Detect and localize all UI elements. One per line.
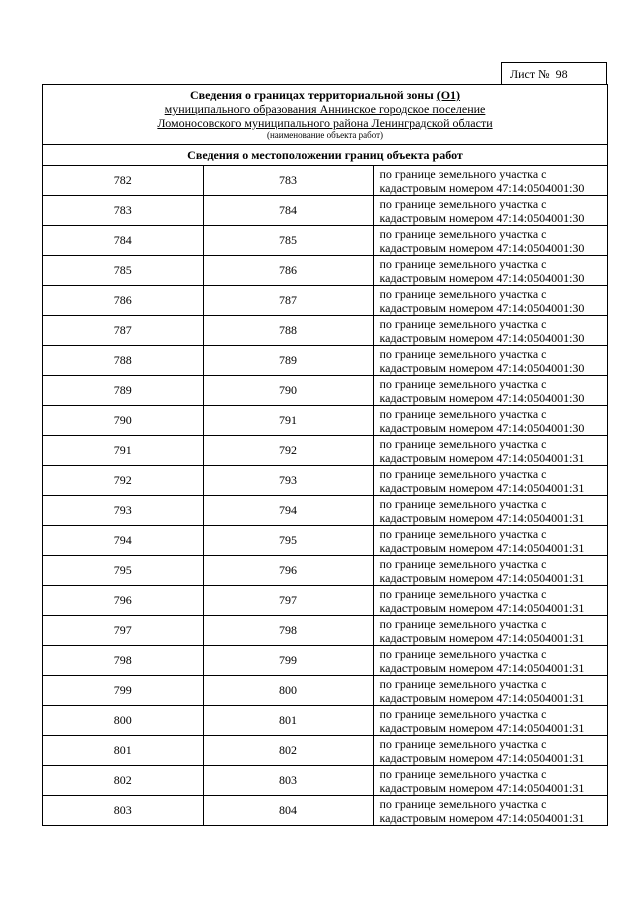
point-from: 793 — [43, 496, 203, 526]
description-line-1: по границе земельного участка с — [379, 466, 547, 481]
point-from: 800 — [43, 706, 203, 736]
point-from: 791 — [43, 436, 203, 466]
description-line-2: кадастровым номером 47:14:0504001:31 — [379, 690, 585, 705]
table-row — [43, 556, 607, 586]
table-row — [43, 676, 607, 706]
point-to: 798 — [203, 616, 373, 646]
boundary-description — [373, 316, 607, 346]
boundary-description — [373, 526, 607, 556]
point-to: 800 — [203, 676, 373, 706]
table-row — [43, 706, 607, 736]
point-from: 798 — [43, 646, 203, 676]
boundary-description — [373, 226, 607, 256]
table-row — [43, 166, 607, 196]
description-line-2: кадастровым номером 47:14:0504001:31 — [379, 450, 585, 465]
point-from: 799 — [43, 676, 203, 706]
description-line-1: по границе земельного участка с — [379, 196, 547, 211]
point-from: 795 — [43, 556, 203, 586]
point-from: 797 — [43, 616, 203, 646]
point-to: 793 — [203, 466, 373, 496]
table-row — [43, 376, 607, 406]
description-line-2: кадастровым номером 47:14:0504001:31 — [379, 480, 585, 495]
description-line-2: кадастровым номером 47:14:0504001:31 — [379, 810, 585, 825]
description-line-2: кадастровым номером 47:14:0504001:30 — [379, 240, 585, 255]
boundary-description — [373, 556, 607, 586]
boundary-description — [373, 616, 607, 646]
point-to: 791 — [203, 406, 373, 436]
description-line-1: по границе земельного участка с — [379, 646, 547, 661]
point-to: 790 — [203, 376, 373, 406]
boundary-description — [373, 796, 607, 826]
description-line-1: по границе земельного участка с — [379, 436, 547, 451]
boundary-description — [373, 676, 607, 706]
header-line-2: Ломоносовского муниципального района Ленинградской области — [157, 116, 493, 130]
document-frame — [42, 84, 608, 826]
document-header — [43, 85, 607, 145]
table-row — [43, 406, 607, 436]
description-line-1: по границе земельного участка с — [379, 346, 547, 361]
table-row — [43, 796, 607, 826]
description-line-1: по границе земельного участка с — [379, 376, 547, 391]
boundary-description — [373, 646, 607, 676]
description-line-1: по границе земельного участка с — [379, 586, 547, 601]
point-to: 786 — [203, 256, 373, 286]
description-line-2: кадастровым номером 47:14:0504001:31 — [379, 750, 585, 765]
point-from: 790 — [43, 406, 203, 436]
point-from: 801 — [43, 736, 203, 766]
table-row — [43, 286, 607, 316]
description-line-2: кадастровым номером 47:14:0504001:30 — [379, 390, 585, 405]
description-line-2: кадастровым номером 47:14:0504001:30 — [379, 420, 585, 435]
point-to: 787 — [203, 286, 373, 316]
table-row — [43, 586, 607, 616]
description-line-2: кадастровым номером 47:14:0504001:30 — [379, 210, 585, 225]
table-row — [43, 346, 607, 376]
description-line-2: кадастровым номером 47:14:0504001:30 — [379, 270, 585, 285]
point-from: 789 — [43, 376, 203, 406]
boundary-description — [373, 406, 607, 436]
point-to: 783 — [203, 166, 373, 196]
point-to: 796 — [203, 556, 373, 586]
boundary-description — [373, 496, 607, 526]
point-to: 788 — [203, 316, 373, 346]
table-row — [43, 256, 607, 286]
point-from: 784 — [43, 226, 203, 256]
description-line-2: кадастровым номером 47:14:0504001:30 — [379, 300, 585, 315]
point-to: 797 — [203, 586, 373, 616]
table-row — [43, 496, 607, 526]
point-to: 804 — [203, 796, 373, 826]
description-line-1: по границе земельного участка с — [379, 256, 547, 271]
description-line-2: кадастровым номером 47:14:0504001:30 — [379, 180, 585, 195]
boundary-description — [373, 166, 607, 196]
point-to: 801 — [203, 706, 373, 736]
table-row — [43, 646, 607, 676]
description-line-1: по границе земельного участка с — [379, 406, 547, 421]
point-to: 784 — [203, 196, 373, 226]
point-from: 782 — [43, 166, 203, 196]
point-from: 794 — [43, 526, 203, 556]
table-row — [43, 736, 607, 766]
description-line-2: кадастровым номером 47:14:0504001:30 — [379, 330, 585, 345]
boundary-description — [373, 256, 607, 286]
description-line-1: по границе земельного участка с — [379, 796, 547, 811]
description-line-1: по границе земельного участка с — [379, 706, 547, 721]
table-row — [43, 196, 607, 226]
point-to: 803 — [203, 766, 373, 796]
description-line-2: кадастровым номером 47:14:0504001:31 — [379, 720, 585, 735]
description-line-1: по границе земельного участка с — [379, 226, 547, 241]
point-from: 786 — [43, 286, 203, 316]
table-row — [43, 526, 607, 556]
point-from: 783 — [43, 196, 203, 226]
boundary-table — [43, 166, 607, 825]
table-row — [43, 766, 607, 796]
sheet-number-box — [501, 62, 607, 84]
point-to: 794 — [203, 496, 373, 526]
point-from: 803 — [43, 796, 203, 826]
sheet-label: Лист № — [510, 67, 550, 81]
point-to: 802 — [203, 736, 373, 766]
description-line-2: кадастровым номером 47:14:0504001:31 — [379, 540, 585, 555]
point-to: 792 — [203, 436, 373, 466]
boundary-description — [373, 766, 607, 796]
description-line-1: по границе земельного участка с — [379, 556, 547, 571]
table-row — [43, 226, 607, 256]
point-from: 785 — [43, 256, 203, 286]
description-line-1: по границе земельного участка с — [379, 286, 547, 301]
point-to: 789 — [203, 346, 373, 376]
point-from: 788 — [43, 346, 203, 376]
title-zone: (О1) — [436, 88, 461, 102]
description-line-2: кадастровым номером 47:14:0504001:31 — [379, 630, 585, 645]
description-line-1: по границе земельного участка с — [379, 316, 547, 331]
title-prefix: Сведения о границах территориальной зоны — [189, 88, 434, 102]
description-line-1: по границе земельного участка с — [379, 736, 547, 751]
description-line-1: по границе земельного участка с — [379, 616, 547, 631]
point-to: 795 — [203, 526, 373, 556]
boundary-description — [373, 736, 607, 766]
description-line-1: по границе земельного участка с — [379, 166, 547, 181]
header-line-1: муниципального образования Аннинское городское поселение — [164, 102, 486, 116]
point-to: 785 — [203, 226, 373, 256]
description-line-2: кадастровым номером 47:14:0504001:31 — [379, 780, 585, 795]
description-line-2: кадастровым номером 47:14:0504001:30 — [379, 360, 585, 375]
description-line-1: по границе земельного участка с — [379, 526, 547, 541]
document-title — [47, 88, 603, 102]
point-from: 796 — [43, 586, 203, 616]
sheet-number: 98 — [555, 67, 568, 81]
boundary-description — [373, 436, 607, 466]
table-row — [43, 316, 607, 346]
point-from: 792 — [43, 466, 203, 496]
boundary-description — [373, 196, 607, 226]
table-row — [43, 466, 607, 496]
description-line-2: кадастровым номером 47:14:0504001:31 — [379, 600, 585, 615]
table-row — [43, 616, 607, 646]
boundary-description — [373, 346, 607, 376]
point-from: 802 — [43, 766, 203, 796]
boundary-description — [373, 286, 607, 316]
description-line-2: кадастровым номером 47:14:0504001:31 — [379, 660, 585, 675]
description-line-1: по границе земельного участка с — [379, 766, 547, 781]
description-line-2: кадастровым номером 47:14:0504001:31 — [379, 510, 585, 525]
header-caption: (наименование объекта работ) — [266, 130, 384, 140]
boundary-description — [373, 376, 607, 406]
point-to: 799 — [203, 646, 373, 676]
boundary-description — [373, 466, 607, 496]
description-line-2: кадастровым номером 47:14:0504001:31 — [379, 570, 585, 585]
description-line-1: по границе земельного участка с — [379, 676, 547, 691]
point-from: 787 — [43, 316, 203, 346]
boundary-description — [373, 706, 607, 736]
boundary-description — [373, 586, 607, 616]
section-title: Сведения о местоположении границ объекта работ — [43, 145, 607, 166]
description-line-1: по границе земельного участка с — [379, 496, 547, 511]
table-row — [43, 436, 607, 466]
